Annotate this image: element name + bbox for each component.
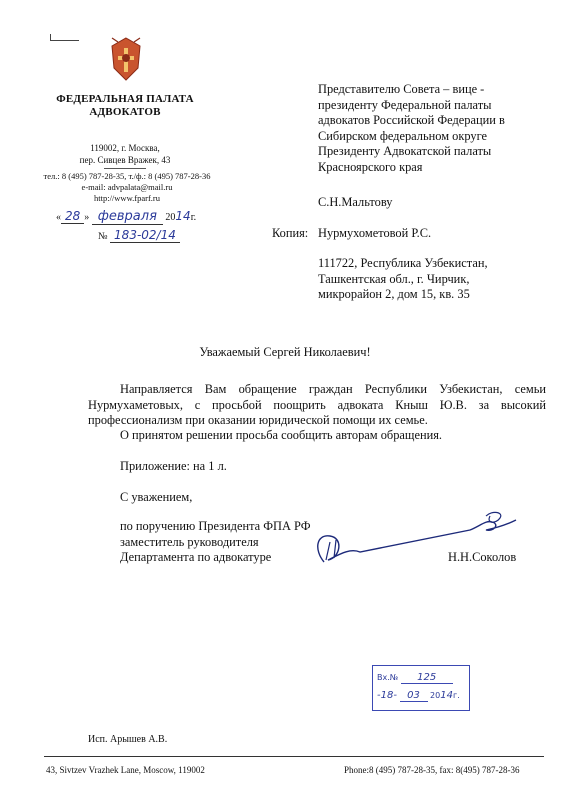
outgoing-day: 28 (61, 209, 84, 224)
signatory-line2: заместитель руководителя (120, 534, 259, 549)
org-divider (104, 168, 146, 169)
letter-paragraph-2: О принятом решении просьба сообщить авторам обращения. (120, 428, 443, 442)
recipient-line2: президенту Федеральной палаты (318, 97, 492, 112)
stamp-year-g: г. (452, 691, 460, 700)
recipient-line5: Президенту Адвокатской палаты (318, 144, 492, 158)
stamp-month: 03 (400, 690, 428, 702)
recipient-line4: Сибирском федеральном округе (318, 128, 488, 143)
outgoing-month: февраля (92, 209, 163, 225)
org-phone: тел.: 8 (495) 787-28-35, т./ф.: 8 (495) 787-28-36 (43, 171, 211, 181)
outgoing-year-suffix: 14 (175, 209, 191, 223)
org-website: http://www.fparf.ru (93, 193, 161, 203)
org-address-line1: 119002, г. Москва, (90, 143, 160, 153)
copy-label: Копия: (272, 226, 309, 240)
incoming-stamp (372, 665, 470, 711)
recipient-line6: Красноярского края (318, 159, 423, 174)
copy-name: Нурмухометовой Р.С. (318, 226, 432, 240)
signatory-block (120, 519, 311, 566)
signatory-line1: по поручению Президента ФПА РФ (120, 519, 311, 533)
outgoing-date: « 28 » февраля 2014г. (56, 209, 197, 224)
org-name (40, 93, 210, 119)
footer-phones: Phone:8 (495) 787-28-35, fax: 8(495) 787-28-36 (344, 765, 520, 775)
stamp-in-number: 125 (401, 672, 453, 684)
copy-address-line1: 111722, Республика Узбекистан, (318, 256, 488, 270)
stamp-in-label: Вх.№ (377, 673, 399, 682)
org-address-line2: пер. Сивцев Вражек, 43 (79, 155, 171, 165)
stamp-day: -18- (377, 690, 397, 701)
letter-paragraph-1-line2: Нурмухаметовых, с просьбой поощрить адвоката Кныш Ю.В. за высокий (88, 397, 546, 412)
recipient-line3: адвокатов Российской Федерации в (318, 113, 505, 127)
attachment-note: Приложение: на 1 л. (120, 459, 227, 473)
footer-address: 43, Sivtzev Vrazhek Lane, Moscow, 119002 (46, 765, 205, 775)
copy-address-line2: Ташкентская обл., г. Чирчик, (318, 271, 470, 286)
outgoing-number-value: 183-02/14 (110, 228, 180, 243)
recipient-name: С.Н.Мальтову (318, 195, 393, 209)
copy-address (318, 256, 548, 303)
letter-paragraph-1 (88, 382, 546, 429)
letter-paragraph-1-line1: Направляется Вам обращение граждан Республики Узбекистан, семьи (120, 382, 546, 396)
salutation: Уважаемый Сергей Николаевич! (199, 345, 371, 359)
outgoing-number-label: № (98, 231, 108, 242)
outgoing-year-prefix: 20 (165, 212, 176, 223)
recipient-line1: Представителю Совета – вице - (318, 82, 485, 96)
org-address (40, 142, 210, 166)
recipient-block (318, 82, 540, 175)
org-name-line1: ФЕДЕРАЛЬНАЯ ПАЛАТА (56, 93, 194, 105)
stamp-year-suffix: 14 (440, 690, 453, 701)
executor-note: Исп. Арышев А.В. (88, 734, 168, 745)
closing: С уважением, (120, 490, 193, 504)
emblem-icon (108, 36, 144, 82)
stamp-row-number (377, 672, 465, 684)
outgoing-year-g: г. (190, 212, 197, 223)
org-contacts (22, 171, 232, 204)
org-email: e-mail: advpalata@mail.ru (81, 182, 173, 192)
corner-mark (50, 34, 79, 41)
letter-paragraph-1-line3: профессионализм при оказании юридической помощи их семье. (88, 413, 428, 427)
stamp-row-date (377, 690, 465, 702)
signer-name: Н.Н.Соколов (448, 550, 517, 564)
copy-address-line3: микрорайон 2, дом 15, кв. 35 (318, 287, 470, 301)
footer-divider (44, 756, 544, 757)
signatory-line3: Департамента по адвокатуре (120, 550, 272, 564)
outgoing-number (98, 228, 180, 242)
org-name-line2: АДВОКАТОВ (89, 106, 161, 118)
signature (300, 508, 530, 572)
stamp-year-prefix: 20 (430, 691, 441, 700)
